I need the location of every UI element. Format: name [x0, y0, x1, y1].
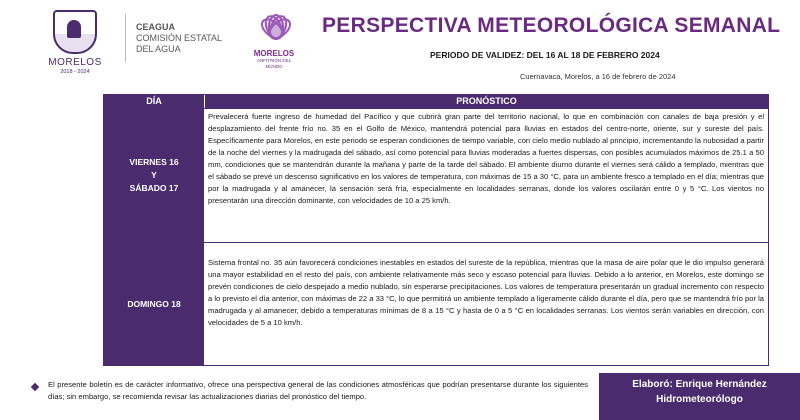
validity-period: PERIODO DE VALIDEZ: DEL 16 AL 18 DE FEBRERO 2024: [430, 50, 660, 60]
page-title: PERSPECTIVA METEOROLÓGICA SEMANAL: [322, 14, 781, 37]
agency-acronym: CEAGUA: [136, 22, 176, 32]
morelos-state-logo: [45, 10, 105, 75]
table-row: [104, 242, 768, 365]
author-name: Elaboró: Enrique Hernández: [632, 379, 767, 390]
table-row: [104, 108, 768, 242]
forecast-text: Prevalecerá fuerte ingreso de humedad del Pacífico y que cubrirá gran parte del territorio nacional, lo que en combinación con canales de baja presión y el desplazamiento del frente frío no. 35 en el Golfo de México, mantendrá potencial para lluvias en estados del centro-norte, oriente, sur y sureste del país. Específicamente para Morelos, en este periodo se esperan condiciones de tiempo variable, con cielo medio nublado al principio, incrementando la nubosidad a partir de la noche del viernes y la madrugada del sábado, así como potencial para lluvias moderadas a fuertes dispersas, con posibles acumulados máximos de 25.1 a 50 mm, condiciones que se mantendrán durante la mañana y parte de la tarde del sábado. El ambiente diurno durante el viernes será cálido a templado, mientras que el sábado se prevé un descenso significativo en los valores de temperatura, con máximas de 15 a 30 °C, para un ambiente fresco a templado en el día; mientras que por la madrugada y al amanecer, la sensación será fría, especialmente en localidades serranas, donde los valores oscilarán entre 0 y 5 °C. Los vientos no presentarán una dirección dominante, con velocidades de 10 a 25 km/h.: [208, 112, 765, 205]
author-title: Hidrometeorólogo: [656, 394, 743, 405]
agency-line2: COMISIÓN ESTATAL: [136, 33, 223, 43]
day-label: SÁBADO 17: [129, 183, 179, 193]
table-header: [104, 95, 768, 108]
day-cell: [104, 109, 204, 242]
agency-line3: DEL AGUA: [136, 44, 181, 54]
agency-name: [136, 22, 222, 55]
bullet-icon: [31, 383, 39, 391]
place-date: Cuernavaca, Morelos, a 16 de febrero de 2024: [520, 72, 676, 81]
day-label: DOMINGO 18: [127, 298, 181, 309]
day-connector: Y: [151, 170, 157, 180]
flower-icon: [254, 10, 294, 50]
state-shield-icon: [53, 10, 97, 54]
forecast-table: [103, 94, 769, 366]
logo-mid-line2: ANFITRIÓN DEL MUNDO: [256, 58, 292, 69]
morelos-anfitrion-logo: [248, 10, 300, 70]
header-forecast: PRONÓSTICO: [456, 96, 517, 106]
logo-mid-line1: MORELOS: [253, 49, 295, 58]
day-cell: [104, 243, 204, 365]
day-label: VIERNES 16: [129, 157, 179, 167]
logo-state-name: MORELOS: [48, 57, 102, 68]
header-divider: [125, 14, 126, 62]
header-day: DÍA: [104, 95, 205, 108]
disclaimer-text: El presente boletín es de carácter informativo, ofrece una perspectiva general de las condiciones atmosféricas que podrían presentarse durante los siguientes días; sin embargo, se recomienda revisar las actualizaciones diarias del pronóstico del tiempo.: [48, 380, 588, 401]
logo-years: 2018 - 2024: [60, 69, 90, 75]
author-box: [599, 373, 800, 420]
forecast-text: Sistema frontal no. 35 aún favorecerá condiciones inestables en estados del sureste de la república, mientras que la masa de aire polar que le dio impulso generará una mayor estabilidad en el resto del país, con ambiente relativamente más seco y escaso potencial para lluvias. Debido a lo anterior, en Morelos, este domingo se prevén condiciones de cielo despejado a medio nublado, sin esperarse precipitaciones. Los valores de temperatura presentarán un gradual incremento con respecto a lo previsto el día anterior, con máximas de 22 a 33 °C, lo que permitirá un ambiente templado a ligeramente cálido durante el día, pero que se mantendrá frío por la madrugada y al amanecer, debido a temperaturas mínimas de 8 a 15 °C y hasta de 0 a 5 °C en localidades serranas. Los vientos serán variables en dirección, con velocidades de 5 a 10 km/h.: [208, 258, 765, 327]
